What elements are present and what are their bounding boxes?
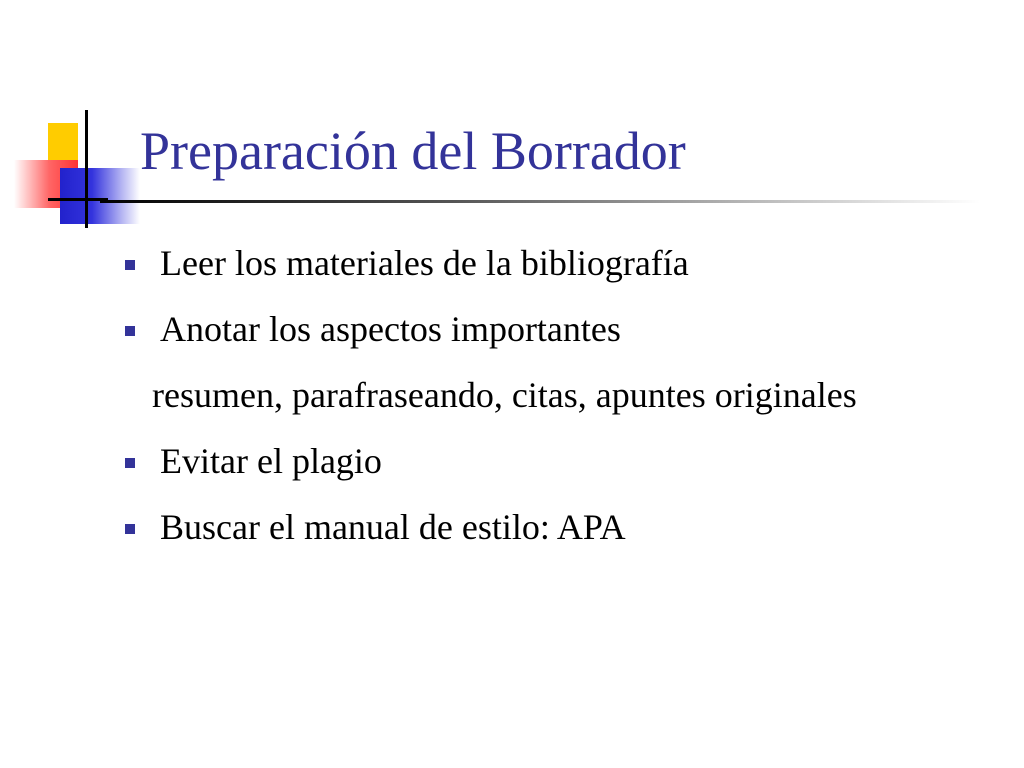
- list-item-text: Leer los materiales de la bibliografía: [160, 243, 689, 283]
- corner-decoration: [0, 0, 140, 240]
- square-bullet-icon: [125, 260, 135, 270]
- blue-square-decoration: [60, 168, 140, 224]
- slide-title: Preparación del Borrador: [140, 121, 686, 181]
- list-item: [122, 434, 902, 488]
- yellow-square-decoration: [48, 123, 78, 163]
- bullet-list: [122, 236, 902, 566]
- list-item: [122, 500, 902, 554]
- square-bullet-icon: [125, 524, 135, 534]
- square-bullet-icon: [125, 458, 135, 468]
- list-item-text: resumen, parafraseando, citas, apuntes originales: [152, 375, 857, 415]
- list-item: [122, 236, 902, 290]
- horizontal-line-decoration: [48, 198, 108, 201]
- list-item: [122, 302, 902, 356]
- vertical-line-decoration: [85, 110, 88, 228]
- list-item-text: Buscar el manual de estilo: APA: [160, 507, 626, 547]
- square-bullet-icon: [125, 326, 135, 336]
- list-item-text: Anotar los aspectos importantes: [160, 309, 621, 349]
- title-underline: [100, 200, 980, 203]
- list-item-continuation: [122, 368, 902, 422]
- list-item-text: Evitar el plagio: [160, 441, 382, 481]
